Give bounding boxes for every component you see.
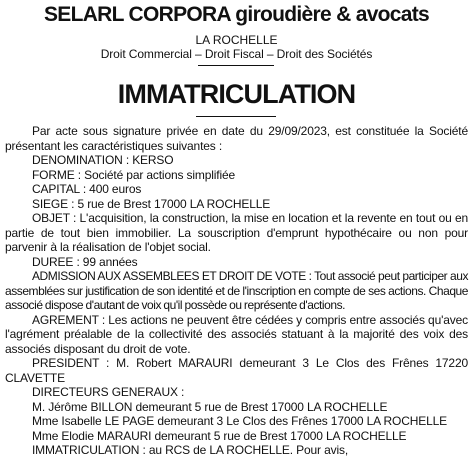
purpose-paragraph: OBJET : L'acquisition, la construction, la mise en location et la revente en tout ou en partie de tout bien immobilier. La souscription d'emprunt hypothécaire ou non pour parvenir à la réalisation de l'objet social. [5, 211, 468, 254]
notice-title: IMMATRICULATION [117, 79, 356, 109]
header-divider [198, 65, 274, 66]
notice-body [5, 124, 468, 458]
general-director-2: Mme Isabelle LE PAGE demeurant 3 Le Clos des Frênes 17000 LA ROCHELLE [32, 414, 447, 428]
general-directors-heading: DIRECTEURS GENERAUX : [32, 385, 185, 399]
firm-city: LA ROCHELLE [195, 33, 278, 47]
registration-line: IMMATRICULATION : au RCS de LA ROCHELLE. Pour avis, [32, 443, 348, 457]
meetings-voting-paragraph: ADMISSION AUX ASSEMBLEES ET DROIT DE VOTE : Tout associé peut participer aux assemblées sur justification de son identité et de l'inscription en compte de ses actions. Chaque associé dispose d'autant de voix qu'il possède ou représente d'actions. [5, 269, 468, 312]
denomination-line: DENOMINATION : KERSO [32, 153, 174, 167]
firm-name: SELARL CORPORA giroudière & avocats [43, 3, 430, 26]
approval-paragraph: AGREMENT : Les actions ne peuvent être cédées y compris entre associés qu'avec l'agrément préalable de la collectivité des associés statuant à la majorité des voix des associés disposant du droit de vote. [5, 312, 468, 356]
general-director-3: Mme Elodie MARAURI demeurant 5 rue de Brest 17000 LA ROCHELLE [32, 428, 407, 443]
form-line: FORME : Société par actions simplifiée [32, 167, 236, 182]
general-director-1: M. Jérôme BILLON demeurant 5 rue de Brest 17000 LA ROCHELLE [32, 399, 388, 414]
president-paragraph: PRESIDENT : M. Robert MARAURI demeurant 3 Le Clos des Frênes 17220 CLAVETTE [5, 356, 468, 385]
title-underline [196, 116, 276, 117]
intro-paragraph: Par acte sous signature privée en date du 29/09/2023, est constituée la Société présentant les caractéristiques suivantes : [5, 124, 468, 153]
capital-line: CAPITAL : 400 euros [32, 182, 142, 196]
duration-line: DUREE : 99 années [32, 254, 138, 269]
firm-specialties: Droit Commercial – Droit Fiscal – Droit des Sociétés [100, 47, 373, 61]
registered-office-line: SIEGE : 5 rue de Brest 17000 LA ROCHELLE [32, 196, 271, 211]
